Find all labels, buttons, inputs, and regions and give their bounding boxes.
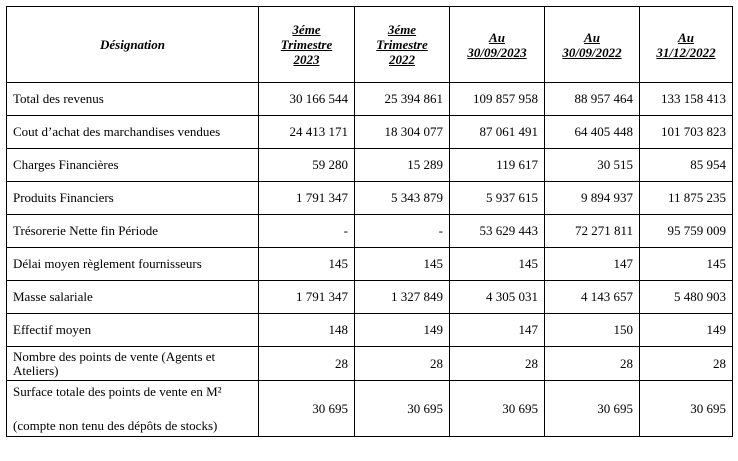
header-q3-2023-line3: 2023 bbox=[293, 52, 320, 67]
header-30-09-2022-line2: 30/09/2022 bbox=[562, 44, 622, 60]
header-row bbox=[7, 7, 733, 83]
cell-value: 28 bbox=[259, 347, 355, 381]
row-label: Masse salariale bbox=[7, 281, 259, 314]
cell-value: 119 617 bbox=[450, 149, 545, 182]
header-q3-2023-line1: 3éme bbox=[292, 22, 321, 37]
row-label: Total des revenus bbox=[7, 83, 259, 116]
cell-value: 88 957 464 bbox=[545, 83, 640, 116]
row-label: Trésorerie Nette fin Période bbox=[7, 215, 259, 248]
cell-value: 28 bbox=[545, 347, 640, 381]
header-q3-2022-line1: 3éme bbox=[387, 22, 417, 37]
cell-value: 1 327 849 bbox=[355, 281, 450, 314]
cell-value: 30 166 544 bbox=[259, 83, 355, 116]
cell-value: 87 061 491 bbox=[450, 116, 545, 149]
indicators-table bbox=[6, 6, 733, 437]
cell-value: 5 343 879 bbox=[355, 182, 450, 215]
cell-value: 145 bbox=[640, 248, 733, 281]
cell-value: 149 bbox=[640, 314, 733, 347]
cell-value: 147 bbox=[450, 314, 545, 347]
header-31-12-2022 bbox=[640, 7, 733, 83]
cell-value: 148 bbox=[259, 314, 355, 347]
cell-value: 145 bbox=[355, 248, 450, 281]
cell-value: 25 394 861 bbox=[355, 83, 450, 116]
table-row bbox=[7, 149, 733, 182]
cell-value: 30 695 bbox=[259, 381, 355, 437]
header-30-09-2023 bbox=[450, 7, 545, 83]
row-label: Délai moyen règlement fournisseurs bbox=[7, 248, 259, 281]
header-30-09-2023-line2: 30/09/2023 bbox=[467, 44, 527, 60]
cell-value: 30 695 bbox=[545, 381, 640, 437]
cell-value: 30 515 bbox=[545, 149, 640, 182]
table-row bbox=[7, 182, 733, 215]
header-30-09-2022 bbox=[545, 7, 640, 83]
row-label: Effectif moyen bbox=[7, 314, 259, 347]
cell-value: 133 158 413 bbox=[640, 83, 733, 116]
cell-value: 5 937 615 bbox=[450, 182, 545, 215]
cell-value: 147 bbox=[545, 248, 640, 281]
cell-value: 30 695 bbox=[450, 381, 545, 437]
cell-value: 53 629 443 bbox=[450, 215, 545, 248]
cell-value: 64 405 448 bbox=[545, 116, 640, 149]
cell-value: 145 bbox=[259, 248, 355, 281]
table-row bbox=[7, 347, 733, 381]
row-label: Produits Financiers bbox=[7, 182, 259, 215]
row-label: Charges Financières bbox=[7, 149, 259, 182]
table-row bbox=[7, 83, 733, 116]
cell-value: 72 271 811 bbox=[545, 215, 640, 248]
cell-value: 1 791 347 bbox=[259, 182, 355, 215]
cell-value: 18 304 077 bbox=[355, 116, 450, 149]
cell-value: 149 bbox=[355, 314, 450, 347]
cell-value: 101 703 823 bbox=[640, 116, 733, 149]
cell-value: 28 bbox=[355, 347, 450, 381]
row-label: Nombre des points de vente (Agents et Ateliers) bbox=[7, 347, 259, 381]
header-q3-2022 bbox=[355, 7, 450, 83]
cell-value: 15 289 bbox=[355, 149, 450, 182]
cell-value: 9 894 937 bbox=[545, 182, 640, 215]
cell-value: 95 759 009 bbox=[640, 215, 733, 248]
cell-value: 85 954 bbox=[640, 149, 733, 182]
header-31-12-2022-line2: 31/12/2022 bbox=[656, 44, 716, 60]
header-30-09-2023-line1: Au bbox=[489, 29, 505, 45]
row-label: Cout d’achat des marchandises vendues bbox=[7, 116, 259, 149]
table-row bbox=[7, 314, 733, 347]
cell-value: 109 857 958 bbox=[450, 83, 545, 116]
header-designation bbox=[7, 7, 259, 83]
cell-value: 1 791 347 bbox=[259, 281, 355, 314]
table-row bbox=[7, 215, 733, 248]
row-label bbox=[7, 381, 259, 437]
cell-value: 24 413 171 bbox=[259, 116, 355, 149]
cell-value: 30 695 bbox=[355, 381, 450, 437]
cell-value: 11 875 235 bbox=[640, 182, 733, 215]
cell-value: 145 bbox=[450, 248, 545, 281]
cell-value: 28 bbox=[450, 347, 545, 381]
cell-value: 150 bbox=[545, 314, 640, 347]
table-row bbox=[7, 116, 733, 149]
cell-value: - bbox=[355, 215, 450, 248]
cell-value: 4 305 031 bbox=[450, 281, 545, 314]
cell-value: 5 480 903 bbox=[640, 281, 733, 314]
cell-value: 4 143 657 bbox=[545, 281, 640, 314]
row-label-line1: Surface totale des points de vente en M² bbox=[13, 383, 222, 399]
cell-value: 59 280 bbox=[259, 149, 355, 182]
table-row bbox=[7, 248, 733, 281]
header-q3-2023-line2: Trimestre bbox=[280, 37, 333, 52]
header-30-09-2022-line1: Au bbox=[584, 29, 600, 45]
table-row bbox=[7, 281, 733, 314]
cell-value: 28 bbox=[640, 347, 733, 381]
header-designation-label: Désignation bbox=[99, 37, 165, 52]
header-q3-2022-line3: 2022 bbox=[389, 52, 415, 67]
table-row bbox=[7, 381, 733, 437]
cell-value: - bbox=[259, 215, 355, 248]
header-q3-2023 bbox=[259, 7, 355, 83]
header-31-12-2022-line1: Au bbox=[678, 29, 694, 45]
row-label-line2: (compte non tenu des dépôts de stocks) bbox=[13, 417, 218, 433]
header-q3-2022-line2: Trimestre bbox=[376, 37, 428, 52]
cell-value: 30 695 bbox=[640, 381, 733, 437]
